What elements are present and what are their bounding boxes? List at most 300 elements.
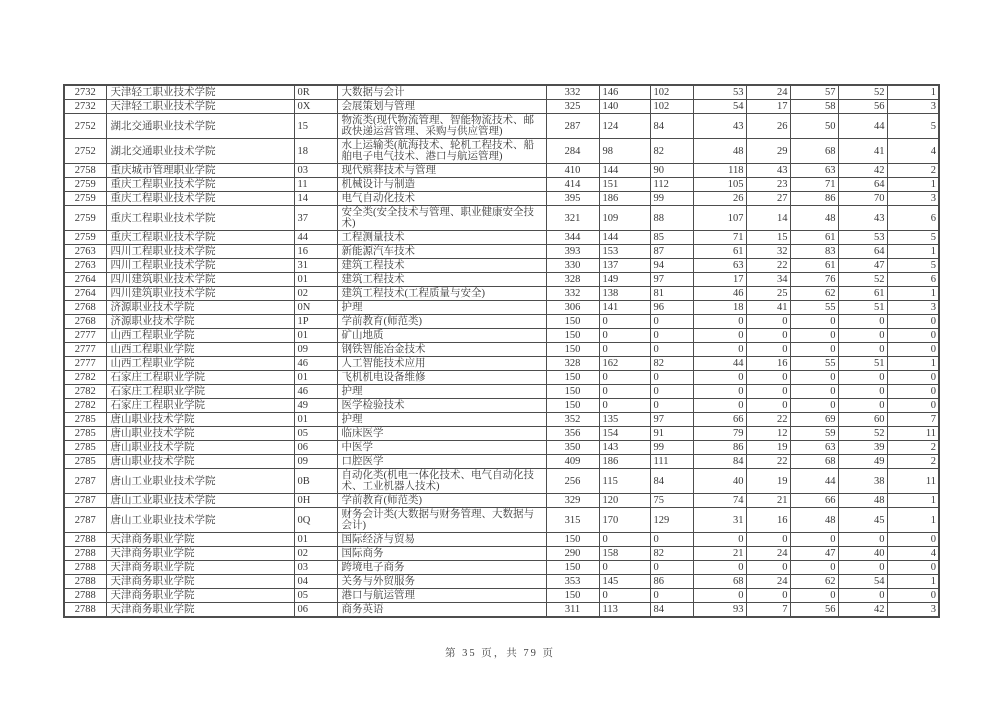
cell-major-code: 05 — [294, 427, 337, 441]
cell-stat-8: 1 — [887, 508, 939, 533]
cell-stat-2: 98 — [599, 139, 650, 164]
cell-stat-3: 85 — [650, 231, 693, 245]
cell-stat-7: 53 — [838, 231, 887, 245]
cell-major-code: 02 — [294, 547, 337, 561]
cell-stat-1: 352 — [546, 413, 599, 427]
cell-stat-3: 81 — [650, 287, 693, 301]
cell-stat-6: 63 — [790, 164, 838, 178]
cell-major-name: 物流类(现代物流管理、智能物流技术、邮政快递运营管理、采购与供应管理) — [337, 114, 546, 139]
cell-stat-7: 47 — [838, 259, 887, 273]
cell-stat-2: 0 — [599, 315, 650, 329]
cell-stat-7: 51 — [838, 301, 887, 315]
cell-stat-5: 0 — [746, 329, 790, 343]
cell-school-code: 2782 — [64, 385, 106, 399]
cell-stat-3: 0 — [650, 561, 693, 575]
cell-stat-8: 0 — [887, 343, 939, 357]
cell-stat-7: 56 — [838, 100, 887, 114]
cell-stat-7: 64 — [838, 178, 887, 192]
cell-stat-1: 284 — [546, 139, 599, 164]
cell-stat-6: 62 — [790, 287, 838, 301]
cell-stat-3: 94 — [650, 259, 693, 273]
cell-school-name: 重庆工程职业技术学院 — [106, 178, 294, 192]
cell-stat-3: 99 — [650, 441, 693, 455]
cell-major-code: 44 — [294, 231, 337, 245]
cell-school-code: 2788 — [64, 589, 106, 603]
cell-stat-1: 350 — [546, 441, 599, 455]
cell-stat-3: 111 — [650, 455, 693, 469]
cell-school-name: 唐山职业技术学院 — [106, 441, 294, 455]
cell-stat-4: 84 — [693, 455, 746, 469]
cell-school-name: 重庆工程职业技术学院 — [106, 231, 294, 245]
cell-stat-2: 144 — [599, 231, 650, 245]
cell-major-code: 1P — [294, 315, 337, 329]
cell-stat-5: 0 — [746, 399, 790, 413]
cell-school-code: 2785 — [64, 413, 106, 427]
cell-stat-4: 107 — [693, 206, 746, 231]
cell-stat-2: 135 — [599, 413, 650, 427]
cell-stat-4: 61 — [693, 245, 746, 259]
cell-major-name: 新能源汽车技术 — [337, 245, 546, 259]
cell-stat-2: 158 — [599, 547, 650, 561]
table-row — [64, 315, 939, 329]
cell-stat-6: 58 — [790, 100, 838, 114]
cell-major-code: 06 — [294, 603, 337, 618]
cell-stat-4: 0 — [693, 533, 746, 547]
cell-major-name: 建筑工程技术 — [337, 273, 546, 287]
cell-stat-8: 1 — [887, 494, 939, 508]
cell-stat-8: 0 — [887, 561, 939, 575]
table-row — [64, 164, 939, 178]
cell-stat-5: 34 — [746, 273, 790, 287]
cell-school-code: 2752 — [64, 139, 106, 164]
cell-stat-8: 2 — [887, 164, 939, 178]
cell-major-name: 医学检验技术 — [337, 399, 546, 413]
admission-stats-table — [63, 84, 940, 618]
cell-stat-4: 0 — [693, 399, 746, 413]
cell-stat-2: 149 — [599, 273, 650, 287]
cell-stat-8: 1 — [887, 85, 939, 100]
cell-major-code: 0X — [294, 100, 337, 114]
cell-stat-3: 84 — [650, 469, 693, 494]
cell-stat-2: 0 — [599, 533, 650, 547]
cell-stat-7: 42 — [838, 603, 887, 618]
cell-stat-2: 0 — [599, 343, 650, 357]
cell-stat-4: 0 — [693, 329, 746, 343]
cell-stat-7: 0 — [838, 343, 887, 357]
cell-stat-2: 0 — [599, 329, 650, 343]
cell-stat-4: 43 — [693, 114, 746, 139]
cell-stat-3: 0 — [650, 329, 693, 343]
cell-stat-2: 151 — [599, 178, 650, 192]
cell-school-code: 2785 — [64, 427, 106, 441]
cell-stat-4: 105 — [693, 178, 746, 192]
cell-stat-1: 315 — [546, 508, 599, 533]
cell-stat-5: 0 — [746, 589, 790, 603]
cell-major-name: 学前教育(师范类) — [337, 315, 546, 329]
table-row — [64, 114, 939, 139]
cell-stat-5: 43 — [746, 164, 790, 178]
cell-stat-3: 99 — [650, 192, 693, 206]
cell-stat-1: 328 — [546, 273, 599, 287]
cell-major-code: 02 — [294, 287, 337, 301]
table-row — [64, 413, 939, 427]
cell-stat-4: 86 — [693, 441, 746, 455]
cell-stat-3: 112 — [650, 178, 693, 192]
cell-major-code: 01 — [294, 371, 337, 385]
cell-stat-2: 115 — [599, 469, 650, 494]
table-row — [64, 441, 939, 455]
cell-major-code: 09 — [294, 455, 337, 469]
cell-major-name: 关务与外贸服务 — [337, 575, 546, 589]
cell-stat-3: 97 — [650, 273, 693, 287]
cell-major-name: 飞机机电设备维修 — [337, 371, 546, 385]
cell-major-name: 建筑工程技术 — [337, 259, 546, 273]
cell-stat-7: 0 — [838, 589, 887, 603]
cell-stat-4: 71 — [693, 231, 746, 245]
cell-stat-5: 19 — [746, 441, 790, 455]
cell-stat-2: 120 — [599, 494, 650, 508]
cell-stat-3: 86 — [650, 575, 693, 589]
table-row — [64, 455, 939, 469]
cell-stat-5: 21 — [746, 494, 790, 508]
cell-stat-6: 48 — [790, 508, 838, 533]
cell-stat-4: 74 — [693, 494, 746, 508]
cell-school-code: 2788 — [64, 603, 106, 618]
cell-stat-8: 7 — [887, 413, 939, 427]
cell-stat-1: 150 — [546, 561, 599, 575]
cell-stat-1: 311 — [546, 603, 599, 618]
cell-stat-8: 3 — [887, 100, 939, 114]
cell-stat-3: 82 — [650, 357, 693, 371]
cell-school-code: 2777 — [64, 343, 106, 357]
cell-stat-6: 62 — [790, 575, 838, 589]
cell-school-name: 重庆工程职业技术学院 — [106, 206, 294, 231]
cell-stat-5: 22 — [746, 259, 790, 273]
table-row — [64, 561, 939, 575]
cell-school-name: 四川建筑职业技术学院 — [106, 287, 294, 301]
cell-major-name: 临床医学 — [337, 427, 546, 441]
cell-stat-1: 330 — [546, 259, 599, 273]
cell-major-name: 大数据与会计 — [337, 85, 546, 100]
cell-major-name: 矿山地质 — [337, 329, 546, 343]
cell-stat-4: 79 — [693, 427, 746, 441]
cell-stat-5: 7 — [746, 603, 790, 618]
cell-major-code: 37 — [294, 206, 337, 231]
cell-stat-7: 0 — [838, 385, 887, 399]
cell-stat-1: 150 — [546, 589, 599, 603]
cell-school-name: 天津商务职业学院 — [106, 575, 294, 589]
cell-major-name: 电气自动化技术 — [337, 192, 546, 206]
cell-major-name: 护理 — [337, 385, 546, 399]
cell-stat-6: 47 — [790, 547, 838, 561]
cell-major-name: 工程测量技术 — [337, 231, 546, 245]
cell-stat-3: 0 — [650, 315, 693, 329]
cell-stat-4: 66 — [693, 413, 746, 427]
cell-stat-2: 186 — [599, 192, 650, 206]
cell-stat-2: 146 — [599, 85, 650, 100]
cell-stat-7: 45 — [838, 508, 887, 533]
cell-stat-1: 306 — [546, 301, 599, 315]
cell-major-name: 商务英语 — [337, 603, 546, 618]
table-row — [64, 533, 939, 547]
cell-stat-5: 25 — [746, 287, 790, 301]
cell-stat-2: 144 — [599, 164, 650, 178]
cell-stat-6: 61 — [790, 231, 838, 245]
cell-stat-5: 0 — [746, 385, 790, 399]
cell-stat-8: 5 — [887, 259, 939, 273]
cell-stat-1: 150 — [546, 399, 599, 413]
cell-school-name: 湖北交通职业技术学院 — [106, 139, 294, 164]
cell-school-name: 唐山工业职业技术学院 — [106, 508, 294, 533]
table-row — [64, 399, 939, 413]
cell-major-code: 15 — [294, 114, 337, 139]
cell-stat-3: 0 — [650, 343, 693, 357]
cell-stat-5: 16 — [746, 357, 790, 371]
cell-major-code: 03 — [294, 561, 337, 575]
cell-stat-6: 0 — [790, 371, 838, 385]
table-row — [64, 508, 939, 533]
cell-stat-1: 395 — [546, 192, 599, 206]
cell-stat-8: 2 — [887, 455, 939, 469]
cell-stat-7: 52 — [838, 85, 887, 100]
cell-school-code: 2788 — [64, 561, 106, 575]
cell-school-name: 山西工程职业学院 — [106, 357, 294, 371]
cell-stat-7: 52 — [838, 427, 887, 441]
cell-stat-7: 48 — [838, 494, 887, 508]
cell-stat-4: 0 — [693, 371, 746, 385]
cell-major-code: 05 — [294, 589, 337, 603]
cell-major-code: 0H — [294, 494, 337, 508]
cell-stat-8: 0 — [887, 533, 939, 547]
cell-stat-6: 76 — [790, 273, 838, 287]
cell-school-name: 天津商务职业学院 — [106, 589, 294, 603]
cell-school-name: 唐山职业技术学院 — [106, 455, 294, 469]
cell-stat-2: 141 — [599, 301, 650, 315]
cell-stat-7: 70 — [838, 192, 887, 206]
cell-school-name: 山西工程职业学院 — [106, 343, 294, 357]
cell-stat-4: 93 — [693, 603, 746, 618]
cell-stat-6: 57 — [790, 85, 838, 100]
cell-major-code: 16 — [294, 245, 337, 259]
cell-stat-5: 12 — [746, 427, 790, 441]
cell-stat-6: 63 — [790, 441, 838, 455]
cell-stat-4: 26 — [693, 192, 746, 206]
cell-stat-6: 50 — [790, 114, 838, 139]
cell-stat-7: 49 — [838, 455, 887, 469]
cell-school-name: 四川建筑职业技术学院 — [106, 273, 294, 287]
cell-stat-8: 0 — [887, 329, 939, 343]
cell-stat-3: 96 — [650, 301, 693, 315]
cell-stat-8: 6 — [887, 273, 939, 287]
cell-stat-5: 29 — [746, 139, 790, 164]
table-row — [64, 494, 939, 508]
cell-stat-5: 19 — [746, 469, 790, 494]
cell-stat-5: 26 — [746, 114, 790, 139]
cell-stat-3: 102 — [650, 100, 693, 114]
cell-stat-8: 2 — [887, 441, 939, 455]
cell-stat-7: 39 — [838, 441, 887, 455]
table-row — [64, 589, 939, 603]
cell-stat-2: 154 — [599, 427, 650, 441]
cell-school-name: 唐山工业职业技术学院 — [106, 469, 294, 494]
cell-stat-6: 86 — [790, 192, 838, 206]
cell-school-code: 2763 — [64, 259, 106, 273]
cell-stat-6: 48 — [790, 206, 838, 231]
cell-school-name: 唐山职业技术学院 — [106, 413, 294, 427]
table-row — [64, 287, 939, 301]
cell-major-code: 03 — [294, 164, 337, 178]
cell-stat-2: 143 — [599, 441, 650, 455]
cell-stat-5: 16 — [746, 508, 790, 533]
cell-stat-5: 0 — [746, 371, 790, 385]
cell-major-name: 港口与航运管理 — [337, 589, 546, 603]
cell-stat-7: 0 — [838, 315, 887, 329]
cell-school-name: 石家庄工程职业学院 — [106, 399, 294, 413]
cell-stat-8: 1 — [887, 287, 939, 301]
table-row — [64, 547, 939, 561]
cell-stat-3: 84 — [650, 114, 693, 139]
cell-stat-2: 137 — [599, 259, 650, 273]
cell-major-name: 护理 — [337, 413, 546, 427]
cell-stat-3: 87 — [650, 245, 693, 259]
cell-stat-5: 0 — [746, 343, 790, 357]
table-row — [64, 178, 939, 192]
cell-school-code: 2788 — [64, 547, 106, 561]
cell-stat-2: 0 — [599, 399, 650, 413]
cell-major-code: 01 — [294, 413, 337, 427]
cell-stat-7: 38 — [838, 469, 887, 494]
cell-school-code: 2782 — [64, 371, 106, 385]
cell-stat-6: 59 — [790, 427, 838, 441]
cell-stat-6: 69 — [790, 413, 838, 427]
cell-stat-4: 48 — [693, 139, 746, 164]
cell-stat-3: 75 — [650, 494, 693, 508]
cell-stat-3: 88 — [650, 206, 693, 231]
cell-school-name: 天津轻工职业技术学院 — [106, 85, 294, 100]
cell-major-name: 现代殡葬技术与管理 — [337, 164, 546, 178]
cell-stat-6: 0 — [790, 589, 838, 603]
cell-school-name: 济源职业技术学院 — [106, 315, 294, 329]
cell-stat-8: 0 — [887, 589, 939, 603]
cell-stat-8: 0 — [887, 371, 939, 385]
cell-school-name: 重庆工程职业技术学院 — [106, 192, 294, 206]
cell-major-code: 14 — [294, 192, 337, 206]
cell-major-code: 18 — [294, 139, 337, 164]
cell-stat-6: 83 — [790, 245, 838, 259]
cell-school-code: 2788 — [64, 533, 106, 547]
table-row — [64, 385, 939, 399]
cell-stat-3: 102 — [650, 85, 693, 100]
cell-stat-2: 0 — [599, 589, 650, 603]
cell-school-name: 石家庄工程职业学院 — [106, 385, 294, 399]
cell-major-name: 会展策划与管理 — [337, 100, 546, 114]
cell-stat-1: 150 — [546, 533, 599, 547]
cell-stat-4: 21 — [693, 547, 746, 561]
table-row — [64, 231, 939, 245]
cell-stat-7: 43 — [838, 206, 887, 231]
cell-stat-6: 0 — [790, 343, 838, 357]
cell-school-code: 2768 — [64, 301, 106, 315]
cell-school-code: 2787 — [64, 469, 106, 494]
cell-stat-7: 64 — [838, 245, 887, 259]
cell-stat-3: 0 — [650, 385, 693, 399]
cell-stat-4: 0 — [693, 315, 746, 329]
cell-school-code: 2752 — [64, 114, 106, 139]
cell-stat-6: 0 — [790, 561, 838, 575]
cell-stat-3: 91 — [650, 427, 693, 441]
cell-stat-8: 0 — [887, 385, 939, 399]
cell-stat-8: 5 — [887, 231, 939, 245]
cell-stat-1: 410 — [546, 164, 599, 178]
cell-stat-8: 0 — [887, 399, 939, 413]
cell-school-name: 天津商务职业学院 — [106, 561, 294, 575]
cell-stat-4: 0 — [693, 343, 746, 357]
table-row — [64, 139, 939, 164]
cell-major-name: 水上运输类(航海技术、轮机工程技术、船舶电子电气技术、港口与航运管理) — [337, 139, 546, 164]
cell-school-name: 四川工程职业技术学院 — [106, 245, 294, 259]
table-row — [64, 343, 939, 357]
cell-stat-4: 44 — [693, 357, 746, 371]
cell-major-name: 学前教育(师范类) — [337, 494, 546, 508]
table-row — [64, 357, 939, 371]
cell-major-code: 01 — [294, 329, 337, 343]
cell-major-code: 01 — [294, 273, 337, 287]
page-number-footer: 第 35 页，共 79 页 — [445, 648, 555, 659]
cell-stat-3: 84 — [650, 603, 693, 618]
cell-stat-5: 0 — [746, 561, 790, 575]
cell-stat-6: 0 — [790, 329, 838, 343]
cell-major-code: 0N — [294, 301, 337, 315]
cell-stat-6: 68 — [790, 455, 838, 469]
cell-stat-1: 325 — [546, 100, 599, 114]
cell-stat-2: 186 — [599, 455, 650, 469]
table-row — [64, 301, 939, 315]
cell-stat-2: 162 — [599, 357, 650, 371]
cell-stat-2: 109 — [599, 206, 650, 231]
cell-school-code: 2764 — [64, 273, 106, 287]
cell-school-code: 2758 — [64, 164, 106, 178]
cell-stat-6: 61 — [790, 259, 838, 273]
table-row — [64, 259, 939, 273]
cell-stat-1: 332 — [546, 287, 599, 301]
cell-stat-4: 31 — [693, 508, 746, 533]
cell-school-code: 2782 — [64, 399, 106, 413]
cell-major-code: 09 — [294, 343, 337, 357]
cell-stat-4: 54 — [693, 100, 746, 114]
cell-stat-8: 11 — [887, 427, 939, 441]
cell-stat-2: 0 — [599, 371, 650, 385]
table-row — [64, 371, 939, 385]
cell-major-name: 人工智能技术应用 — [337, 357, 546, 371]
cell-major-name: 建筑工程技术(工程质量与安全) — [337, 287, 546, 301]
cell-school-code: 2732 — [64, 85, 106, 100]
cell-major-code: 31 — [294, 259, 337, 273]
cell-stat-1: 150 — [546, 343, 599, 357]
cell-major-code: 04 — [294, 575, 337, 589]
cell-stat-8: 11 — [887, 469, 939, 494]
cell-stat-7: 0 — [838, 561, 887, 575]
cell-stat-7: 40 — [838, 547, 887, 561]
table-row — [64, 575, 939, 589]
table-row — [64, 603, 939, 618]
cell-school-name: 天津商务职业学院 — [106, 603, 294, 618]
cell-stat-4: 40 — [693, 469, 746, 494]
cell-stat-5: 15 — [746, 231, 790, 245]
cell-major-code: 46 — [294, 357, 337, 371]
cell-stat-7: 0 — [838, 371, 887, 385]
cell-school-code: 2768 — [64, 315, 106, 329]
cell-stat-5: 41 — [746, 301, 790, 315]
